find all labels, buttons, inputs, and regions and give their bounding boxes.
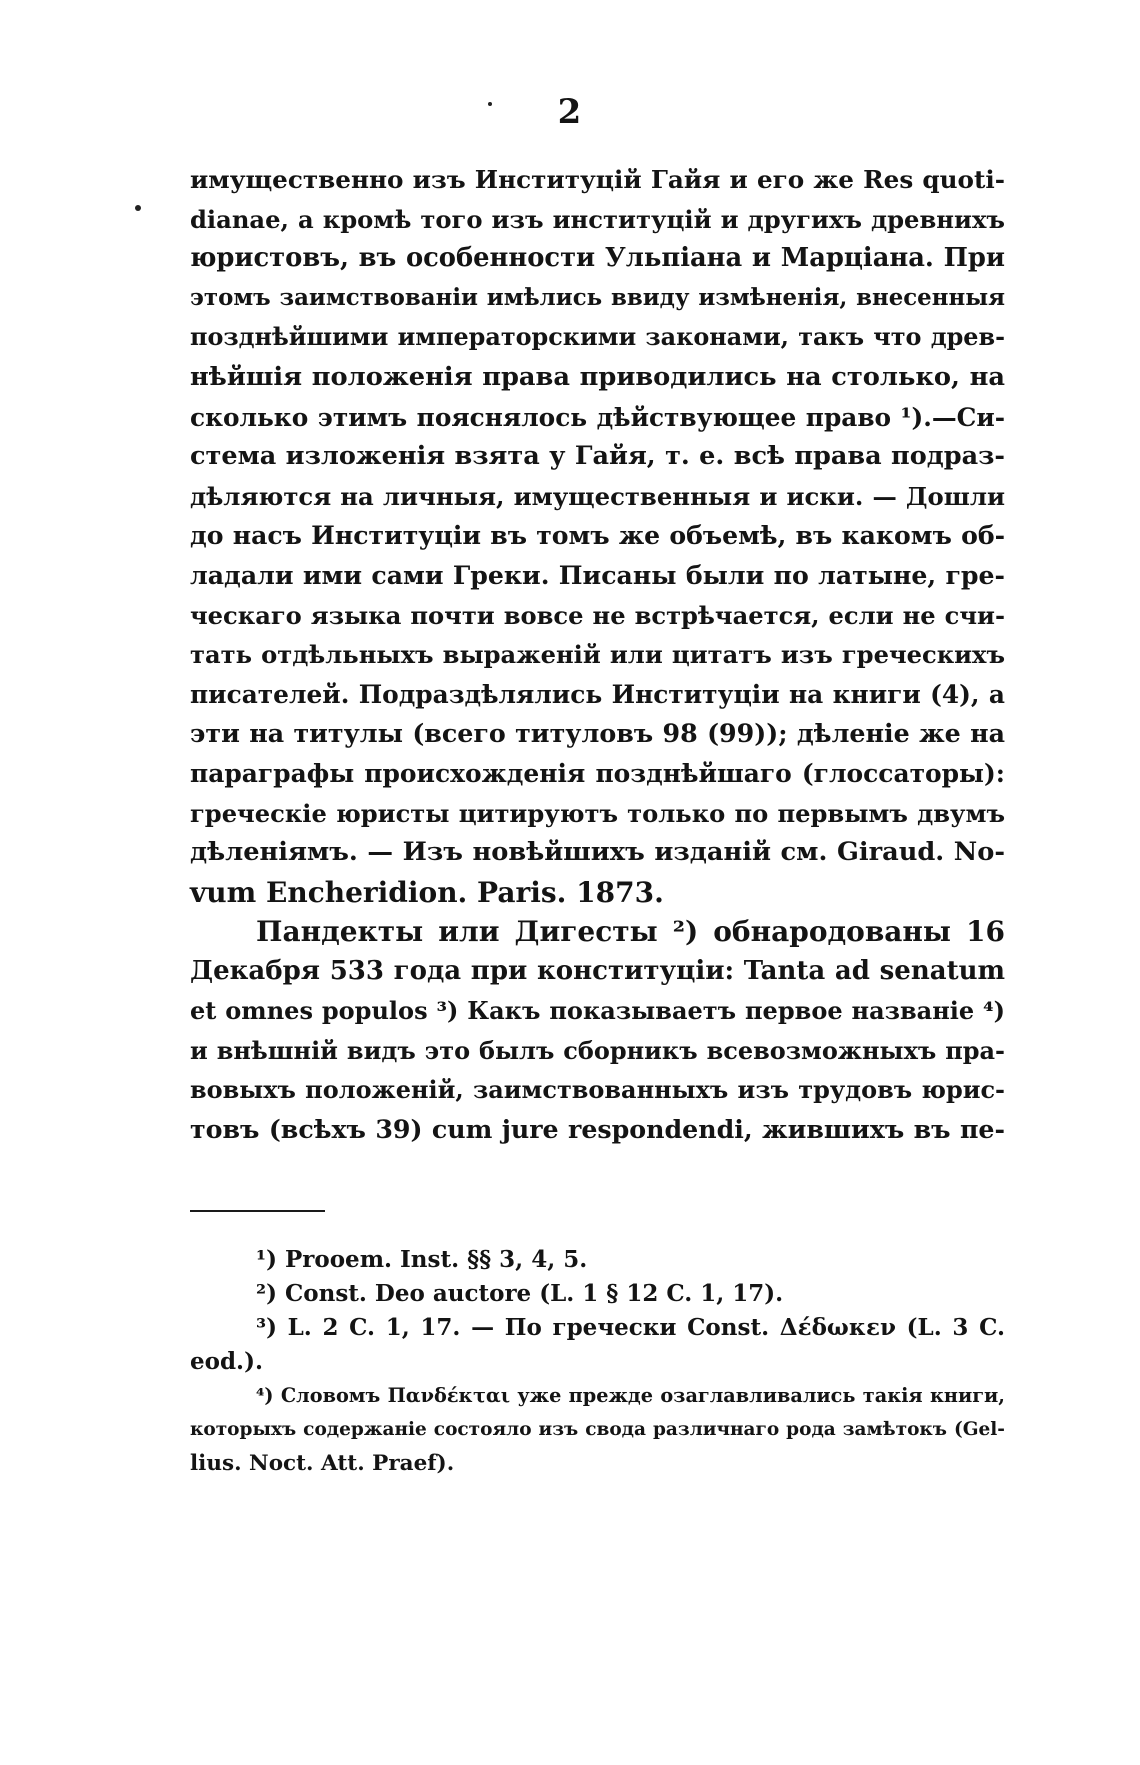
body-line: писателей. Подраздѣлялись Институціи на книги (4), а — [190, 679, 1005, 709]
footnote-line: lius. Noct. Att. Praef). — [190, 1451, 455, 1476]
footnotes — [190, 1243, 1005, 1481]
body-line: и внѣшній видъ это былъ сборникъ всевозможныхъ пра- — [190, 1036, 1005, 1066]
footnote-line: ⁴) Словомъ Πανδέκται уже прежде озаглавливались такія книги, — [256, 1384, 1005, 1407]
page-number: 2 — [557, 92, 583, 132]
footnote-line: которыхъ содержаніе состояло изъ свода различнаго рода замѣтокъ (Gel- — [190, 1419, 1005, 1440]
body-line: Декабря 533 года при конституціи: Tanta ad senatum — [190, 955, 1005, 986]
body-line: греческіе юристы цитируютъ только по первымъ двумъ — [190, 798, 1005, 828]
body-line: позднѣйшими императорскими законами, такъ что древ- — [190, 323, 1005, 352]
body-line: ческаго языка почти вовсе не встрѣчается, если не счи- — [190, 600, 1005, 630]
body-line: параграфы происхожденія позднѣйшаго (глоссаторы): — [190, 758, 1005, 788]
body-line: стема изложенія взята у Гайя, т. е. всѣ права подраз- — [190, 441, 1005, 472]
body-line: дѣленіямъ. — Изъ новѣйшихъ изданій см. Giraud. No- — [190, 837, 1005, 868]
body-line: Пандекты или Дигесты ²) обнародованы 16 — [256, 915, 1005, 949]
footnote-line: ³) L. 2 C. 1, 17. — По гречески Const. Δέδωκεν (L. 3 C. — [256, 1314, 1005, 1341]
body-line: нѣйшія положенія права приводились на столько, на — [190, 361, 1005, 392]
body-line: ладали ими сами Греки. Писаны были по латыне, гре- — [190, 559, 1005, 590]
body-line: имущественно изъ Институцій Гайя и его же Res quoti- — [190, 165, 1005, 194]
body-line: юристовъ, въ особенности Ульпіана и Марціана. При — [190, 243, 1005, 274]
body-line: vum Encheridion. Paris. 1873. — [190, 875, 664, 909]
body-text — [190, 160, 1005, 1150]
body-line: dianae, а кромѣ того изъ институцій и другихъ древнихъ — [190, 204, 1005, 234]
body-line: дѣляются на личныя, имущественныя и иски. — Дошли — [190, 481, 1005, 511]
footnote-line: ¹) Prooem. Inst. §§ 3, 4, 5. — [256, 1246, 588, 1273]
body-line: тать отдѣльныхъ выраженій или цитатъ изъ греческихъ — [190, 640, 1005, 670]
body-line: этомъ заимствованіи имѣлись ввиду измѣненія, внесенныя — [190, 284, 1005, 311]
body-line: сколько этимъ пояснялось дѣйствующее право ¹).—Си- — [190, 402, 1005, 432]
body-line: эти на титулы (всего титуловъ 98 (99)); дѣленіе же на — [190, 718, 1005, 749]
body-line: до насъ Институціи въ томъ же объемѣ, въ какомъ об- — [190, 520, 1005, 551]
body-line: et omnes populos ³) Какъ показываетъ первое названіе ⁴) — [190, 996, 1005, 1026]
body-line: товъ (всѣхъ 39) cum jure respondendi, жившихъ въ пе- — [190, 1114, 1005, 1145]
footnote-divider — [190, 1210, 325, 1212]
footnote-line: eod.). — [190, 1348, 263, 1375]
print-speck — [135, 205, 141, 211]
footnote-line: ²) Const. Deo auctore (L. 1 § 12 C. 1, 17). — [256, 1280, 784, 1307]
print-speck — [488, 102, 492, 106]
body-line: вовыхъ положеній, заимствованныхъ изъ трудовъ юрис- — [190, 1075, 1005, 1104]
